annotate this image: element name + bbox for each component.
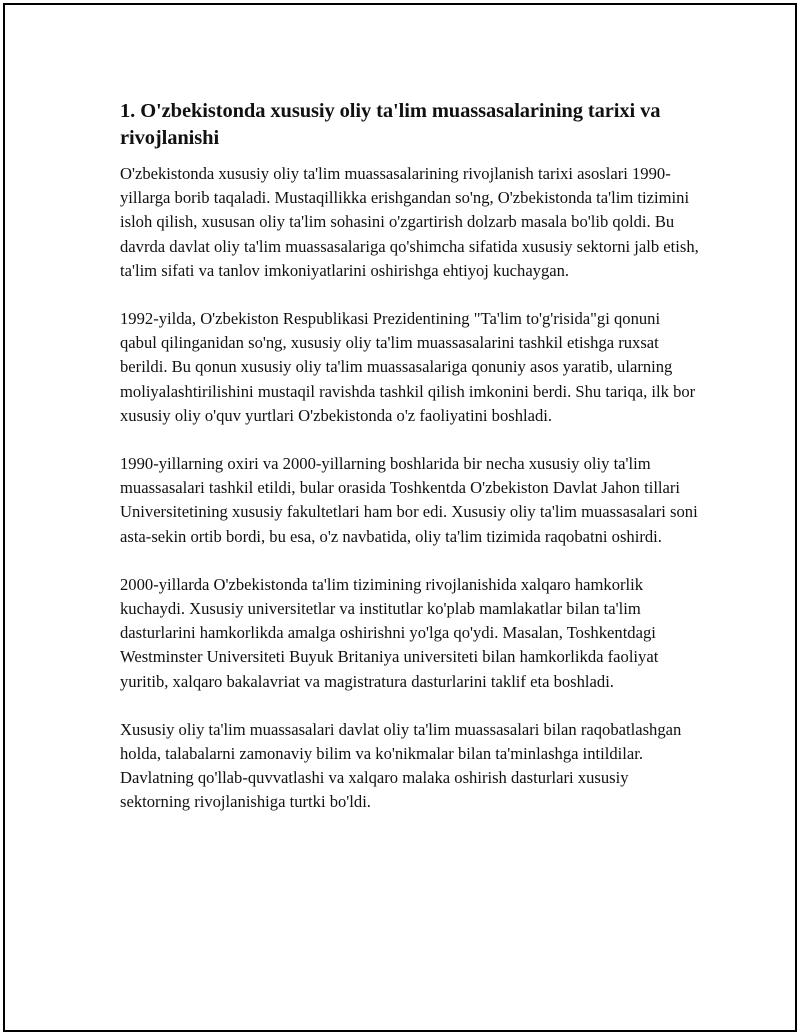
paragraph-4: 2000-yillarda O'zbekistonda ta'lim tizimining rivojlanishida xalqaro hamkorlik kuchaydi. Xususiy universitetlar va institutlar ko'plab mamlakatlar bilan ta'lim dasturlarini hamkorlikda amalga oshirishni yo'lga qo'ydi. Masalan, Toshkentdagi Westminster Universiteti Buyuk Britaniya universiteti bilan hamkorlikda faoliyat yuritib, xalqaro bakalavriat va magistratura dasturlarini taklif eta boshladi.	[120, 574, 659, 691]
document-body	[120, 98, 700, 839]
paragraph-5: Xususiy oliy ta'lim muassasalari davlat oliy ta'lim muassasalari bilan raqobatlashgan holda, talabalarni zamonaviy bilim va ko'nikmalar bilan ta'minlashga intildilar. Davlatning qo'llab-quvvatlashi va xalqaro malaka oshirish dasturlari xususiy sektorning rivojlanishiga turtki bo'ldi.	[120, 719, 682, 812]
paragraph-2: 1992-yilda, O'zbekiston Respublikasi Prezidentining "Ta'lim to'g'risida"gi qonuni qabul qilinganidan so'ng, xususiy oliy ta'lim muassasalarini tashkil etishga ruxsat berildi. Bu qonun xususiy oliy ta'lim muassasalariga qonuniy asos yaratib, ularning moliyalashtirilishini mustaqil ravishda tashkil qilish imkonini berdi. Shu tariqa, ilk bor xususiy oliy o'quv yurtlari O'zbekistonda o'z faoliyatini boshladi.	[120, 309, 696, 425]
paragraph-3: 1990-yillarning oxiri va 2000-yillarning boshlarida bir necha xususiy oliy ta'lim muassasalari tashkil etildi, bular orasida Toshkentda O'zbekiston Davlat Jahon tillari Universitetining xususiy fakultetlari ham bor edi. Xususiy oliy ta'lim muassasalari soni asta-sekin ortib bordi, bu esa, o'z navbatida, oliy ta'lim tizimida raqobatni oshirdi.	[120, 454, 698, 546]
paragraph-1: O'zbekistonda xususiy oliy ta'lim muassasalarining rivojlanish tarixi asoslari 1990-yillarga borib taqaladi. Mustaqillikka erishgandan so'ng, O'zbekistonda ta'lim tizimini isloh qilish, xususan oliy ta'lim sohasini o'zgartirish dolzarb masala bo'lib qoldi. Bu davrda davlat oliy ta'lim muassasalariga qo'shimcha sifatida xususiy sektorni jalb etish, ta'lim sifati va tanlov imkoniyatlarini oshirishga ehtiyoj kuchaygan.	[120, 164, 699, 280]
section-heading: 1. O'zbekistonda xususiy oliy ta'lim muassasalarining tarixi va rivojlanishi	[120, 100, 661, 149]
document-page	[3, 3, 797, 1032]
